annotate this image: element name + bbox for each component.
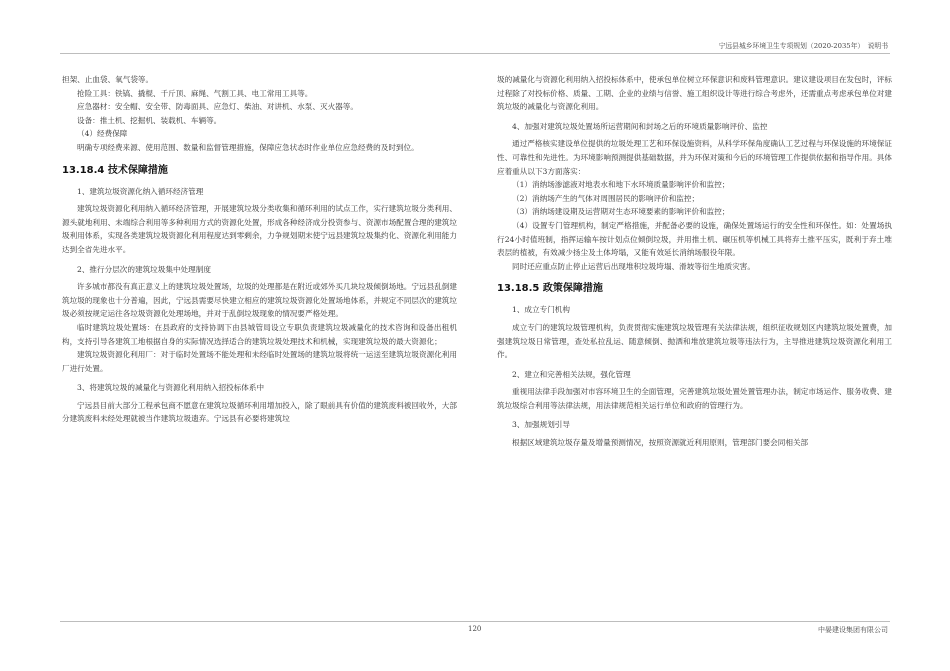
paragraph: 建筑垃圾资源化利用厂：对于临时处置场不能处理和未经临时处置场的建筑垃圾将统一运送至建筑垃圾资源化利用厂进行处置。	[62, 350, 457, 373]
paragraph: 成立专门的建筑垃圾管理机构，负责贯彻实施建筑垃圾管理有关法律法规，组织征收规划区内建筑垃圾处置费，加强建筑垃圾日常管理，查处私拉乱运、随意倾倒、抛洒和堆放建筑垃圾等违法行为，主导推进建筑垃圾资源化利用工作。	[497, 322, 892, 360]
subheading: 2、建立和完善相关法规，强化管理	[512, 369, 631, 379]
paragraph: 宁远县目前大部分工程承包商不愿意在建筑垃圾循环利用增加投入，除了眼前具有价值的建筑废料被回收外，大部分建筑废料未经处理就被当作建筑垃圾遗弃。宁远县有必要将建筑垃	[62, 400, 457, 424]
paragraph: 临时建筑垃圾处置场：在县政府的支持协调下由县城管局设立专职负责建筑垃圾减量化的技术咨询和设备出租机构，支持引导各建筑工地根据自身的实际情况选择适合的建筑垃圾处理技术和机械，实现建筑垃圾的最大资源化；	[62, 322, 457, 346]
paragraph: 圾的减量化与资源化利用纳入招投标体系中，使承包单位树立环保意识和废料管理意识。建议建设项目在发包时，评标过程除了对投标价格、质量、工期、企业的业绩与信誉、施工组织设计等进行综合考虑外，还需重点考虑承包单位对建筑垃圾的减量化与资源化利用。	[497, 75, 892, 112]
subheading: 1、成立专门机构	[512, 305, 570, 315]
document-header: 宁远县城乡环境卫生专项规划（2020-2035年） 说明书	[718, 42, 888, 50]
list-item: （4）设置专门管理机构，制定严格措施，并配备必要的设施，确保处置场运行的安全性和环保性。如：处置场执行24小时值班制，指挥运输车按计划点位倾倒垃圾，并用推土机、碾压机等机械工具将弃土推平压实，既利于弃土堆表层的植被，有效减少扬尘及土体垮塌，又能有效延长消纳场服役年限。	[497, 220, 892, 258]
section-heading-policy: 13.18.5 政策保障措施	[497, 283, 603, 295]
paragraph: 重视用法律手段加强对市容环境卫生的全面管理，完善建筑垃圾处置处置管理办法，制定市场运作、服务收费、建筑垃圾综合利用等法律法规，用法律规范相关运行单位和政府的管理行为。	[497, 387, 892, 410]
company-name: 中晏建设集团有限公司	[818, 626, 888, 634]
footer-divider	[60, 621, 890, 622]
subheading: 3、加强规划引导	[512, 420, 570, 430]
left-column	[62, 73, 457, 426]
paragraph: 同时还应重点防止停止运营后出现堆积垃圾垮塌、滑坡等衍生地质灾害。	[512, 261, 755, 271]
paragraph: 许多城市都没有真正意义上的建筑垃圾处置场，垃圾的处理都是在附近或郊外买几块垃圾倾倒场地。宁远县乱倒建筑垃圾的现象也十分普遍，因此，宁远县需要尽快建立相应的建筑垃圾资源化处置场地体系，并规定不同层次的建筑垃圾必须按规定运往各垃圾资源化处理场地，并对于乱倒垃圾现象的情况要严格处理。	[62, 282, 457, 319]
subheading: 1、建筑垃圾资源化纳入循环经济管理	[77, 186, 204, 196]
header-divider	[60, 53, 890, 54]
subheading: 2、推行分层次的建筑垃圾集中处理制度	[77, 264, 211, 274]
equipment-list-materials: 应急器材：安全帽、安全带、防毒面具、应急灯、柴油、对讲机、水泵、灭火器等。	[77, 102, 358, 112]
subheading: 3、将建筑垃圾的减量化与资源化利用纳入招投标体系中	[77, 383, 265, 393]
equipment-list-tools: 抢险工具：铁镐、撬棍、千斤顶、麻绳、气割工具、电工常用工具等。	[77, 88, 313, 98]
paragraph: 明确专项经费来源、使用范围、数量和监督管理措施，保障应急状态时作业单位应急经费的及时到位。	[77, 142, 419, 152]
paragraph: 根据区域建筑垃圾存量及增量预测情况，按照资源就近利用原则，管理部门要会同相关部	[512, 438, 809, 448]
paragraph: 担架、止血袋、氧气袋等。	[62, 75, 154, 84]
page-number: 120	[468, 625, 482, 633]
right-column	[497, 73, 892, 450]
list-item: （2）消纳场产生的气体对周围居民的影响评价和监控；	[512, 193, 700, 203]
subheading: 4、加强对建筑垃圾处置场所运营期间和封场之后的环境质量影响评价、监控	[512, 121, 768, 131]
paragraph: 通过严格核实建设单位提供的垃圾处理工艺和环保设施资料，从科学环保角度确认工艺过程与环保设施的环境保证性、可靠性和先进性。为环境影响预测提供基础数据，并为环保对策和今后的环境管理工作提供依据和指导作用。具体应着重从以下3方面落实：	[497, 139, 892, 176]
paragraph: 建筑垃圾资源化利用纳入循环经济管理，开展建筑垃圾分类收集和循环利用的试点工作，实行建筑垃圾分类利用、源头就地利用、未端综合利用等多种利用方式的资源化处置，形成各种经济成分投资参与、资源市场配置合理的建筑垃圾利用体系，实现各类建筑垃圾资源化利用程度达到零剩余，力争规划期末使宁远县建筑垃圾集约化、资源化利用能力达到全省先进水平。	[62, 204, 457, 254]
equipment-list-machines: 设备：推土机、挖掘机、装载机、车辆等。	[77, 115, 222, 125]
subheading-funding: （4）经费保障	[77, 129, 128, 139]
list-item: （1）消纳场渗滤液对地表水和地下水环境质量影响评价和监控；	[512, 180, 730, 190]
list-item: （3）消纳场建设期及运营期对生态环境要素的影响评价和监控；	[512, 207, 730, 217]
section-heading-technical: 13.18.4 技术保障措施	[62, 164, 168, 176]
